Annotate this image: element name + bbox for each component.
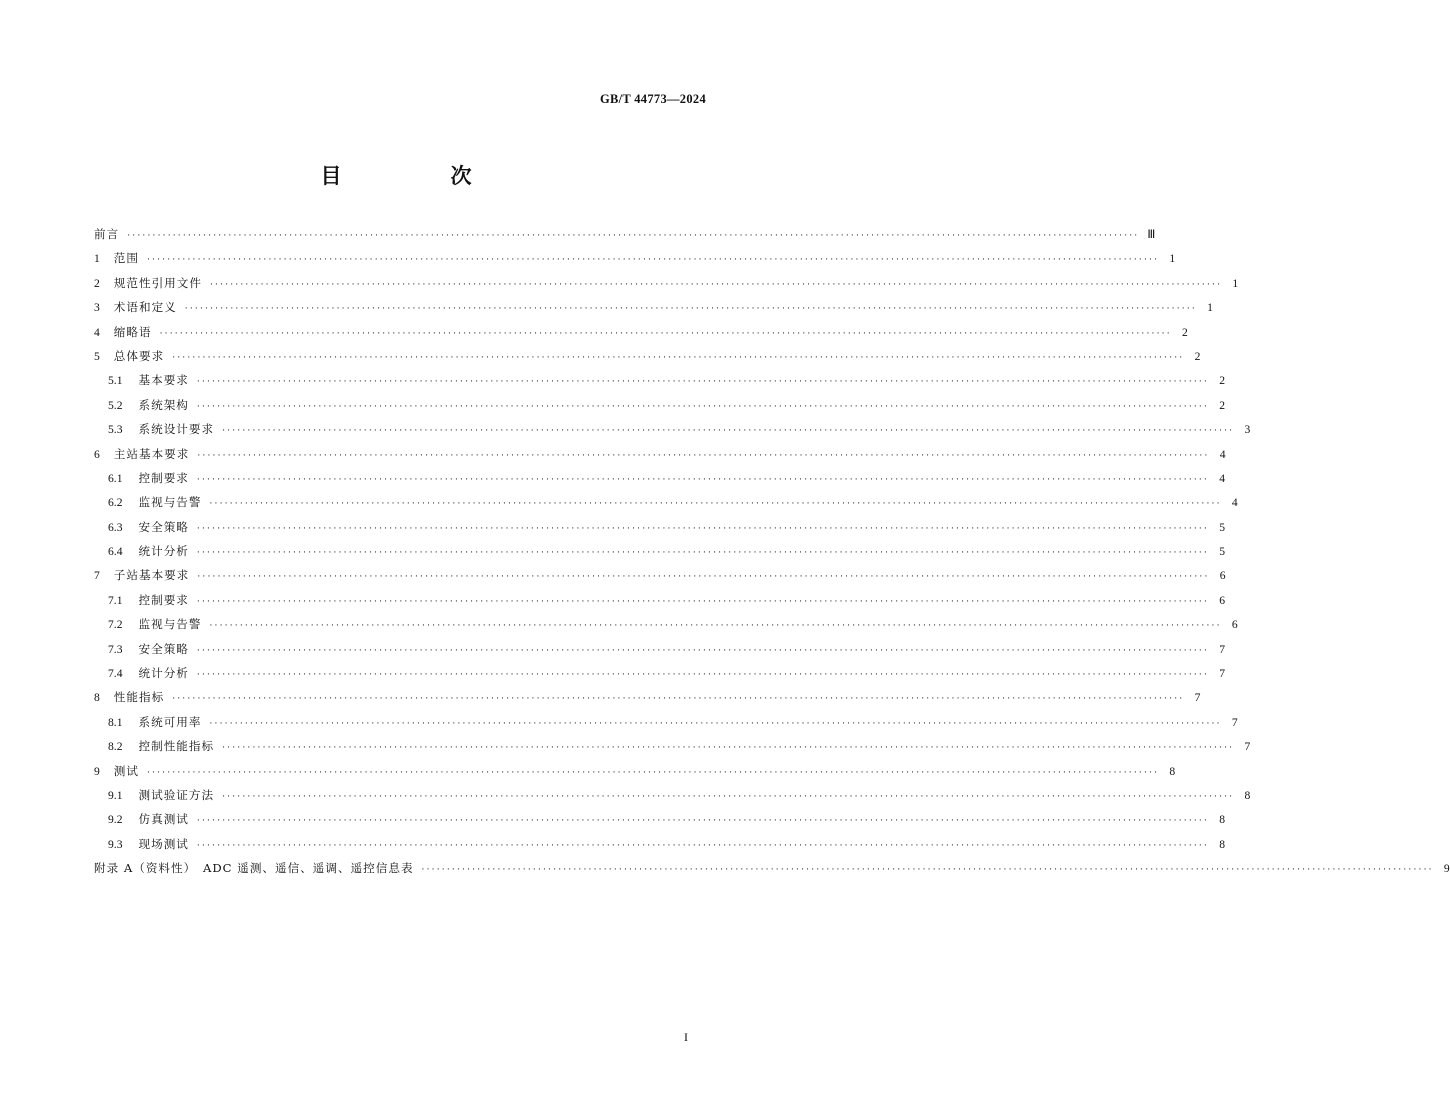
toc-entry[interactable]: [94, 446, 1226, 470]
toc-leader-dots: ········································································································································································································: [209, 499, 1222, 510]
toc-entry-page: 9: [1443, 862, 1450, 876]
toc-leader-dots: ········································································································································································································: [209, 279, 1223, 290]
toc-entry-number: 5: [94, 349, 100, 363]
toc-leader-dots: ········································································································································································································: [196, 596, 1210, 607]
toc-entry-number: 6.2: [108, 496, 123, 510]
toc-entry-number: 9.3: [108, 837, 123, 851]
toc-entry-number: 4: [94, 325, 100, 339]
toc-entry-label: 统计分析: [138, 544, 189, 559]
toc-entry-page: 6: [1219, 593, 1226, 607]
toc-entry-page: 5: [1219, 520, 1226, 534]
toc-leader-dots: ········································································································································································································: [209, 718, 1222, 729]
toc-entry-number: 7.4: [108, 667, 123, 681]
toc-entry-page: 7: [1194, 691, 1201, 705]
toc-entry-label: 范围: [113, 251, 139, 266]
toc-entry-label: 系统设计要求: [138, 422, 215, 437]
toc-entry[interactable]: [94, 836, 1226, 860]
toc-entry-label: 总体要求: [113, 348, 165, 363]
toc-entry[interactable]: [94, 470, 1226, 494]
toc-entry-label: 基本要求: [138, 373, 189, 388]
toc-entry-label: 控制性能指标: [138, 739, 215, 754]
toc-entry-label: 控制要求: [138, 470, 189, 485]
toc-entry-label: 前言: [94, 227, 120, 241]
toc-leader-dots: ········································································································································································································: [222, 743, 1235, 754]
toc-entry-page: 8: [1244, 788, 1251, 802]
toc-entry-label: 监视与告警: [138, 495, 202, 510]
toc-entry-label: 主站基本要求: [113, 446, 190, 461]
toc-entry[interactable]: [94, 738, 1251, 762]
toc-entry-page: 3: [1244, 423, 1251, 437]
toc-entry-label: 系统可用率: [138, 714, 202, 729]
toc-entry-page: 2: [1219, 374, 1226, 388]
toc-entry-number: 9.1: [108, 788, 123, 802]
toc-leader-dots: ········································································································································································································: [172, 694, 1185, 705]
toc-leader-dots: ········································································································································································································: [172, 352, 1185, 363]
toc-entry[interactable]: [94, 641, 1226, 665]
toc-entry-page: 7: [1219, 667, 1226, 681]
toc-entry[interactable]: [94, 421, 1251, 445]
footer-page-number: I: [684, 1030, 688, 1044]
toc-entry-label: 安全策略: [138, 519, 189, 534]
toc-entry-label: 控制要求: [138, 592, 189, 607]
toc-entry-number: 5.1: [108, 374, 123, 388]
page-title: 目 次: [320, 163, 516, 188]
toc-leader-dots: ········································································································································································································: [197, 450, 1210, 461]
toc-leader-dots: ········································································································································································································: [196, 670, 1210, 681]
toc-leader-dots: ········································································································································································································: [196, 840, 1210, 851]
toc-leader-dots: ········································································································································································································: [127, 231, 1140, 241]
toc-leader-dots: ········································································································································································································: [421, 865, 1434, 876]
toc-entry-page: 8: [1219, 837, 1226, 851]
toc-entry-page: 7: [1219, 642, 1226, 656]
table-of-contents: [94, 226, 1450, 885]
toc-entry-page: 6: [1219, 569, 1226, 583]
toc-entry[interactable]: [94, 763, 1176, 787]
toc-entry[interactable]: [94, 860, 1450, 884]
toc-entry-number: 9.2: [108, 813, 123, 827]
toc-entry[interactable]: [94, 250, 1176, 274]
toc-entry[interactable]: [94, 275, 1239, 299]
toc-entry[interactable]: [94, 787, 1251, 811]
toc-entry-label: 现场测试: [138, 836, 189, 851]
toc-entry[interactable]: [94, 592, 1226, 616]
toc-entry-label: 仿真测试: [138, 812, 189, 827]
toc-entry-number: 1: [94, 252, 100, 266]
toc-leader-dots: ········································································································································································································: [196, 474, 1210, 485]
toc-entry-label: 性能指标: [113, 690, 165, 705]
toc-entry[interactable]: [94, 372, 1226, 396]
toc-leader-dots: ········································································································································································································: [147, 767, 1160, 778]
standard-code: GB/T 44773—2024: [599, 92, 706, 106]
toc-entry[interactable]: [94, 519, 1226, 543]
toc-entry[interactable]: [94, 299, 1213, 323]
toc-entry-page: 8: [1169, 764, 1176, 778]
toc-entry-page: Ⅲ: [1147, 228, 1156, 241]
toc-entry-label: 规范性引用文件: [113, 275, 202, 290]
toc-leader-dots: ········································································································································································································: [147, 255, 1160, 266]
toc-entry-page: 4: [1219, 471, 1226, 485]
toc-leader-dots: ········································································································································································································: [196, 548, 1210, 559]
toc-entry-page: 1: [1169, 252, 1176, 266]
toc-leader-dots: ········································································································································································································: [222, 791, 1235, 802]
toc-entry-label: 系统架构: [138, 397, 189, 412]
toc-leader-dots: ········································································································································································································: [222, 426, 1235, 437]
toc-entry-page: 8: [1219, 813, 1226, 827]
toc-entry-label: 术语和定义: [113, 300, 177, 315]
toc-leader-dots: ········································································································································································································: [196, 645, 1210, 656]
toc-leader-dots: ········································································································································································································: [209, 621, 1222, 632]
toc-entry-page: 6: [1231, 618, 1238, 632]
toc-entry[interactable]: [94, 714, 1238, 738]
toc-entry-number: 6.3: [108, 520, 123, 534]
toc-entry-page: 2: [1219, 398, 1226, 412]
toc-entry-number: 7.2: [108, 618, 123, 632]
toc-entry-page: 7: [1231, 715, 1238, 729]
toc-entry[interactable]: [94, 348, 1201, 372]
toc-entry-number: 7.3: [108, 642, 123, 656]
toc-entry-label: 测试: [113, 763, 139, 778]
toc-entry-page: 2: [1181, 325, 1188, 339]
toc-entry-page: 7: [1244, 740, 1251, 754]
toc-entry-number: 5.2: [108, 398, 123, 412]
toc-entry-page: 5: [1219, 545, 1226, 559]
toc-leader-dots: ········································································································································································································: [196, 523, 1210, 534]
toc-entry[interactable]: [94, 811, 1226, 835]
toc-entry-number: 8.2: [108, 740, 123, 754]
toc-entry[interactable]: [94, 689, 1201, 713]
toc-entry-label: 统计分析: [138, 666, 189, 681]
toc-entry-page: 4: [1231, 496, 1238, 510]
toc-entry-page: 4: [1219, 447, 1226, 461]
toc-entry-number: 6: [94, 447, 100, 461]
toc-entry-number: 3: [94, 301, 100, 315]
toc-entry-number: 6.1: [108, 471, 123, 485]
toc-entry[interactable]: [94, 616, 1238, 640]
toc-entry[interactable]: [94, 494, 1238, 518]
toc-entry-label: 附录 A（资料性） ADC 遥测、遥信、遥调、遥控信息表: [94, 861, 414, 876]
toc-entry-number: 7: [94, 569, 100, 583]
toc-leader-dots: ········································································································································································································: [159, 328, 1172, 339]
toc-entry[interactable]: [94, 397, 1226, 421]
toc-entry-number: 8: [94, 691, 100, 705]
toc-entry-number: 6.4: [108, 545, 123, 559]
toc-leader-dots: ········································································································································································································: [196, 401, 1210, 412]
toc-entry-number: 8.1: [108, 715, 123, 729]
toc-entry-number: 2: [94, 276, 100, 290]
toc-entry[interactable]: [94, 226, 1156, 250]
toc-entry-number: 5.3: [108, 423, 123, 437]
toc-entry-page: 1: [1232, 276, 1239, 290]
toc-entry[interactable]: [94, 324, 1188, 348]
toc-entry-label: 监视与告警: [138, 617, 202, 632]
toc-entry[interactable]: [94, 665, 1226, 689]
toc-entry-number: 9: [94, 764, 100, 778]
toc-leader-dots: ········································································································································································································: [196, 816, 1210, 827]
toc-entry-number: 7.1: [108, 593, 123, 607]
toc-entry-label: 子站基本要求: [113, 568, 190, 583]
toc-entry-page: 1: [1207, 301, 1213, 315]
toc-entry-page: 2: [1194, 349, 1201, 363]
toc-leader-dots: ········································································································································································································: [197, 572, 1210, 583]
toc-entry-label: 安全策略: [138, 641, 189, 656]
toc-entry[interactable]: [94, 543, 1226, 567]
toc-leader-dots: ········································································································································································································: [196, 377, 1210, 388]
toc-leader-dots: ········································································································································································································: [184, 304, 1197, 315]
toc-entry-label: 测试验证方法: [138, 787, 215, 802]
toc-entry-label: 缩略语: [113, 324, 152, 339]
toc-entry[interactable]: [94, 567, 1226, 591]
